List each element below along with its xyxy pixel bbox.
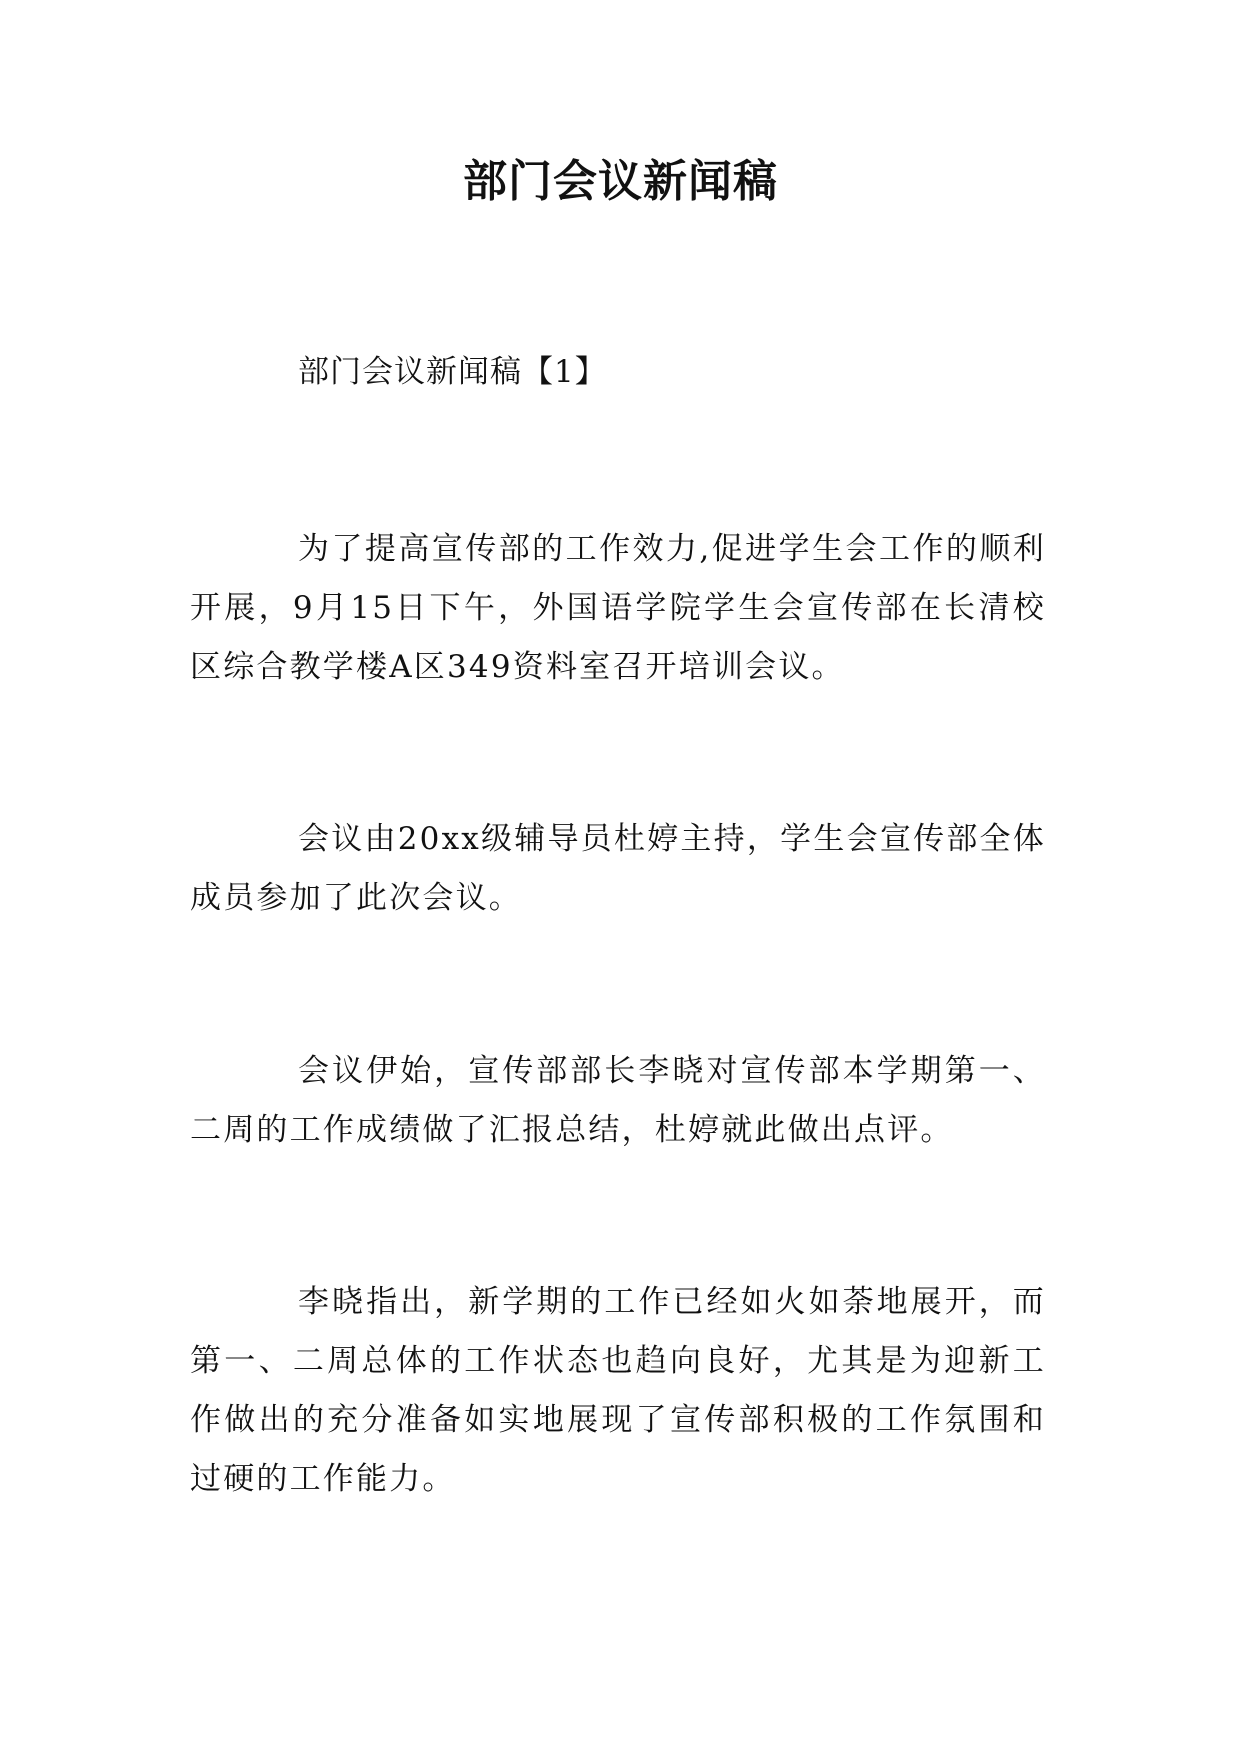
paragraph-1: 为了提高宣传部的工作效力,促进学生会工作的顺利开展，9月15日下午，外国语学院学生会宣传部在长清校区综合教学楼A区349资料室召开培训会议。 bbox=[190, 531, 1046, 685]
paragraph-4: 李晓指出，新学期的工作已经如火如荼地展开，而第一、二周总体的工作状态也趋向良好，尤其是为迎新工作做出的充分准备如实地展现了宣传部积极的工作氛围和过硬的工作能力。 bbox=[190, 1284, 1046, 1497]
paragraph-3: 会议伊始，宣传部部长李晓对宣传部本学期第一、二周的工作成绩做了汇报总结，杜婷就此做出点评。 bbox=[190, 1053, 1046, 1148]
section-heading: 部门会议新闻稿【1】 bbox=[298, 354, 607, 390]
document-title: 部门会议新闻稿 bbox=[463, 156, 778, 207]
paragraph-2: 会议由20xx级辅导员杜婷主持，学生会宣传部全体成员参加了此次会议。 bbox=[190, 821, 1046, 916]
